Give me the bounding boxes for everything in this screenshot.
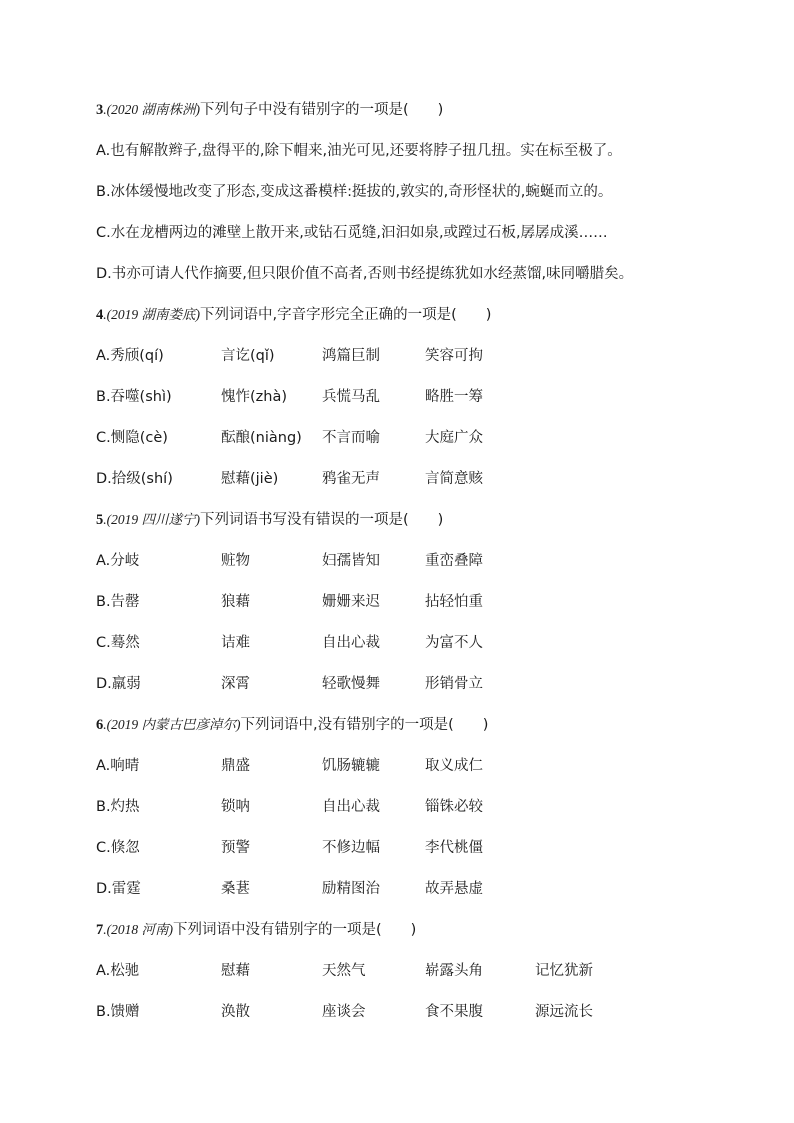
question-source: .(2019 四川遂宁) [103, 512, 200, 527]
option-cell: 不修边幅 [322, 840, 380, 856]
question-source: .(2019 湖南娄底) [103, 307, 200, 322]
option-cell: 自出心裁 [322, 635, 380, 651]
option-cell: D.拾级(shí) [96, 471, 173, 487]
question-number: 7 [96, 922, 104, 938]
question-source: .(2018 河南) [103, 922, 173, 937]
option-cell: 预警 [221, 840, 250, 856]
option-cell: 慰藉 [221, 963, 250, 979]
option-cell: B.灼热 [96, 799, 140, 815]
question-number: 3 [96, 102, 104, 118]
option-cell: 故弄悬虚 [425, 881, 483, 897]
option-cell: A.秀颀(qí) [96, 348, 164, 364]
option-cell: 座谈会 [322, 1004, 366, 1020]
question-number: 6 [96, 717, 104, 733]
option-cell: C.倏忽 [96, 840, 140, 856]
option-cell: B.告罄 [96, 594, 140, 610]
option-cell: 锱铢必较 [425, 799, 483, 815]
option-cell: A.响晴 [96, 758, 140, 774]
question-text: 下列词语书写没有错误的一项是( ) [200, 512, 444, 528]
option-cell: 姗姗来迟 [322, 594, 380, 610]
option-cell: 源远流长 [535, 1004, 593, 1020]
option-cell: C.恻隐(cè) [96, 430, 168, 446]
option-cell: 深霄 [221, 676, 250, 692]
question-text: 下列句子中没有错别字的一项是( ) [200, 102, 444, 118]
option-cell: 不言而喻 [322, 430, 380, 446]
question-6-stem [96, 715, 488, 735]
question-text: 下列词语中,没有错别字的一项是( ) [240, 717, 489, 733]
option-cell: 鸿篇巨制 [322, 348, 380, 364]
option-cell: 狼藉 [221, 594, 250, 610]
option-cell: 崭露头角 [425, 963, 483, 979]
option-cell: 诘难 [221, 635, 250, 651]
option-cell: 记忆犹新 [535, 963, 593, 979]
option-cell: 言简意赅 [425, 471, 483, 487]
q3-option-a: A.也有解散辫子,盘得平的,除下帽来,油光可见,还要将脖子扭几扭。实在标至极了。 [96, 143, 622, 159]
option-cell: 天然气 [322, 963, 366, 979]
option-cell: D.雷霆 [96, 881, 141, 897]
option-cell: 李代桃僵 [425, 840, 483, 856]
question-text: 下列词语中没有错别字的一项是( ) [173, 922, 417, 938]
option-cell: B.吞噬(shì) [96, 389, 172, 405]
option-cell: 自出心裁 [322, 799, 380, 815]
option-cell: 兵慌马乱 [322, 389, 380, 405]
option-cell: 妇孺皆知 [322, 553, 380, 569]
question-3-stem [96, 100, 443, 120]
option-cell: B.馈赠 [96, 1004, 140, 1020]
question-number: 5 [96, 512, 104, 528]
option-cell: 取义成仁 [425, 758, 483, 774]
option-cell: 锁呐 [221, 799, 250, 815]
q3-option-d: D.书亦可请人代作摘要,但只限价值不高者,否则书经提练犹如水经蒸馏,味同嚼腊矣。 [96, 266, 634, 282]
option-cell: 饥肠辘辘 [322, 758, 380, 774]
option-cell: 笑容可拘 [425, 348, 483, 364]
option-cell: A.分岐 [96, 553, 140, 569]
option-cell: 大庭广众 [425, 430, 483, 446]
option-cell: 为富不人 [425, 635, 483, 651]
question-source: .(2020 湖南株洲) [103, 102, 200, 117]
option-cell: 略胜一筹 [425, 389, 483, 405]
option-cell: 酝酿(niàng) [221, 430, 302, 446]
question-5-stem [96, 510, 443, 530]
option-cell: 形销骨立 [425, 676, 483, 692]
option-cell: A.松驰 [96, 963, 140, 979]
option-cell: 鸦雀无声 [322, 471, 380, 487]
question-4-stem [96, 305, 491, 325]
q3-option-c: C.水在龙槽两边的滩壁上散开来,或钻石觅缝,汩汩如泉,或蹚过石板,孱孱成溪…… [96, 225, 608, 241]
question-7-stem [96, 920, 416, 940]
q3-option-b: B.冰体缓慢地改变了形态,变成这番模样:挺拔的,敦实的,奇形怪状的,蜿蜒而立的。 [96, 184, 613, 200]
option-cell: 重峦叠障 [425, 553, 483, 569]
option-cell: 桑葚 [221, 881, 250, 897]
option-cell: 励精图治 [322, 881, 380, 897]
option-cell: 言讫(qǐ) [221, 348, 275, 364]
option-cell: 愧怍(zhà) [221, 389, 288, 405]
option-cell: 赃物 [221, 553, 250, 569]
option-cell: 轻歌慢舞 [322, 676, 380, 692]
option-cell: D.羸弱 [96, 676, 141, 692]
option-cell: 食不果腹 [425, 1004, 483, 1020]
option-cell: C.蓦然 [96, 635, 140, 651]
option-cell: 鼎盛 [221, 758, 250, 774]
option-cell: 慰藉(jiè) [221, 471, 279, 487]
option-cell: 拈轻怕重 [425, 594, 483, 610]
question-text: 下列词语中,字音字形完全正确的一项是( ) [200, 307, 492, 323]
question-number: 4 [96, 307, 104, 323]
option-cell: 涣散 [221, 1004, 250, 1020]
question-source: .(2019 内蒙古巴彦淖尔) [103, 717, 241, 732]
